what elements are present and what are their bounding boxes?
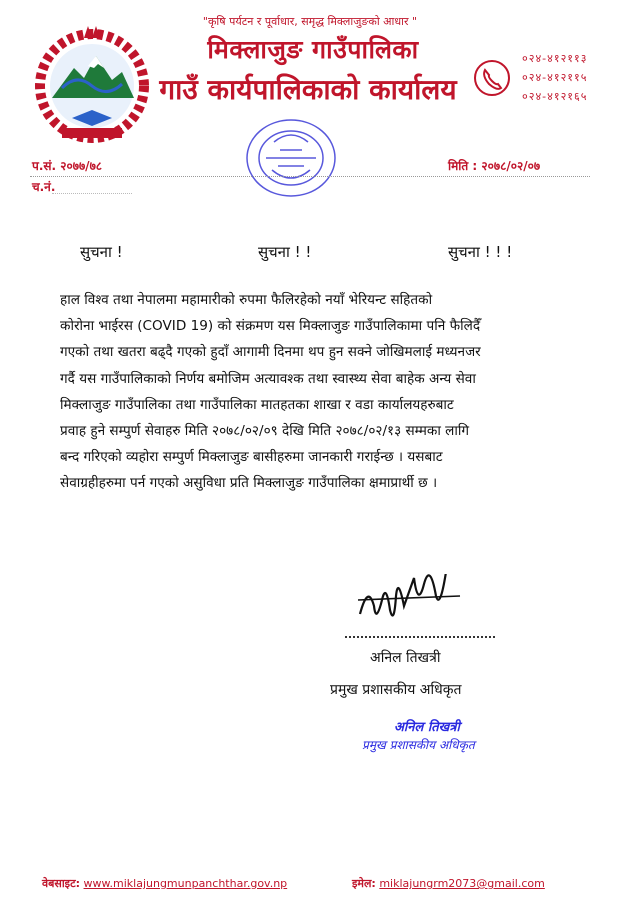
footer-email xyxy=(352,876,545,891)
notice-heading: सुचना ! ! xyxy=(258,243,312,261)
body-line: गएको तथा खतरा बढ्दै गएको हुदाँ आगामी दिनमा थप हुन सक्ने जोखिमलाई मध्यनजर xyxy=(60,344,481,361)
signatory-post: प्रमुख प्रशासकीय अधिकृत xyxy=(330,682,462,698)
stamp-post: प्रमुख प्रशासकीय अधिकृत xyxy=(362,738,475,752)
divider xyxy=(30,176,590,177)
email-link[interactable]: miklajungrm2073@gmail.com xyxy=(379,877,545,890)
divider xyxy=(52,193,132,194)
stamp-name: अनिल तिखत्री xyxy=(394,720,460,735)
reference-number: प.सं. २०७७/७८ xyxy=(32,159,103,173)
body-line: कोरोना भाईरस (COVID 19) को संक्रमण यस मिक्लाजुङ गाउँपालिकामा पनि फैलिदैँ xyxy=(60,318,481,335)
phone-number: ०२४-४१२११३ xyxy=(522,52,588,65)
nepal-emblem-icon xyxy=(22,18,162,148)
footer-website xyxy=(42,876,287,891)
email-label: इमेल: xyxy=(352,877,376,890)
office-title: गाउँ कार्यपालिकाको कार्यालय xyxy=(159,73,457,106)
body-line: हाल विश्व तथा नेपालमा महामारीको रुपमा फैलिरहेको नयाँ भेरियन्ट सहितको xyxy=(60,292,433,308)
body-line: मिक्लाजुङ गाउँपालिका तथा गाउँपालिका मातहतका शाखा र वडा कार्यालयहरुबाट xyxy=(60,396,454,413)
body-line: प्रवाह हुने सम्पुर्ण सेवाहरु मिति २०७८/०२/०९ देखि मिति २०७८/०२/१३ सम्मका लागि xyxy=(60,423,470,440)
dispatch-number: च.नं. xyxy=(32,180,56,194)
body-line: सेवाग्रहीहरुमा पर्न गएको असुविधा प्रति मिक्लाजुङ गाउँपालिका क्षमाप्रार्थी छ । xyxy=(60,475,438,492)
office-name: मिक्लाजुङ गाउँपालिका xyxy=(207,35,419,64)
notice-heading: सुचना ! ! ! xyxy=(448,243,513,261)
signatory-name: अनिल तिखत्री xyxy=(370,650,441,666)
notice-body xyxy=(60,287,558,497)
body-line: बन्द गरिएको व्यहोरा सम्पुर्ण मिक्लाजुङ बासीहरुमा जानकारी गराईन्छ । यसबाट xyxy=(60,449,443,466)
phone-number: ०२४-४१२११५ xyxy=(522,71,588,84)
phone-number: ०२४-४१२१६५ xyxy=(522,90,588,103)
website-link[interactable]: www.miklajungmunpanchthar.gov.np xyxy=(83,877,288,890)
body-line: गर्दै यस गाउँपालिकाको निर्णय बमोजिम अत्यावश्क तथा स्वास्थ्य सेवा बाहेक अन्य सेवा xyxy=(60,370,476,387)
phone-icon xyxy=(472,58,512,98)
signature-icon xyxy=(350,574,470,634)
notice-heading: सुचना ! xyxy=(80,243,123,261)
website-label: वेबसाइट: xyxy=(42,877,81,890)
signature-line xyxy=(345,636,495,638)
office-stamp-icon xyxy=(236,112,346,204)
motto: "कृषि पर्यटन र पूर्वाधार, समृद्ध मिक्लाजुङको आधार " xyxy=(202,15,418,28)
date: मिति : २०७८/०२/०७ xyxy=(448,159,541,173)
phone-list xyxy=(522,50,587,107)
